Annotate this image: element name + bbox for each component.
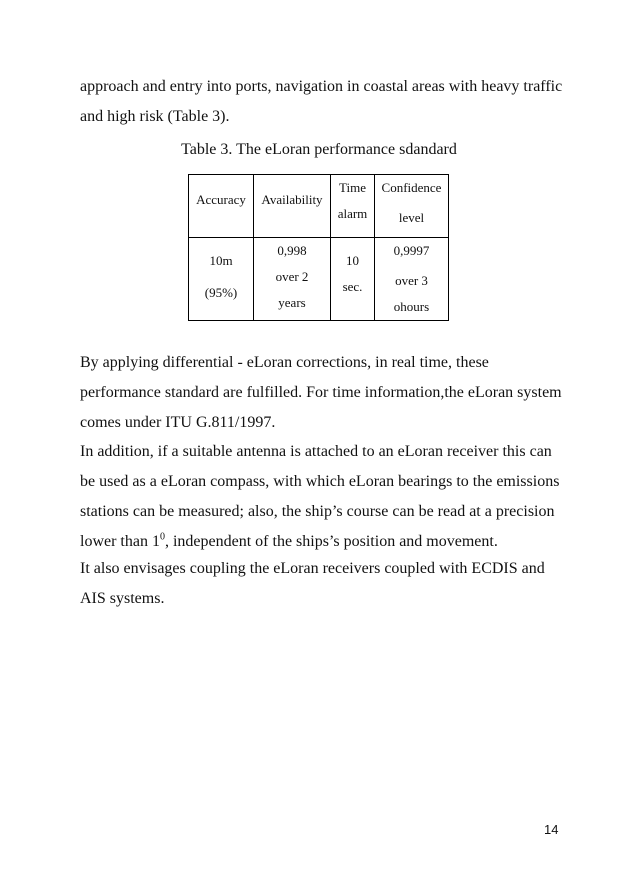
header-accuracy: Accuracy xyxy=(189,175,254,238)
text-line: performance standard are fulfilled. For time information,the eLoran system xyxy=(80,384,562,401)
text-line: be used as a eLoran compass, with which eLoran bearings to the emissions xyxy=(80,473,560,490)
superscript-degree: 0 xyxy=(159,531,165,543)
cell-time-alarm: 10 sec. xyxy=(331,238,375,321)
text-line: AIS systems. xyxy=(80,590,165,607)
paragraph-differential xyxy=(80,348,570,438)
page-number: 14 xyxy=(544,822,559,837)
table-caption: Table 3. The eLoran performance sdandard xyxy=(181,141,457,158)
text-line: lower than $1^0$, independent of the ships’s position and movement. xyxy=(80,531,498,550)
text-line: In addition, if a suitable antenna is attached to an eLoran receiver this can xyxy=(80,443,552,460)
cell-availability: 0,998 over 2 years xyxy=(254,238,331,321)
text-line: By applying differential - eLoran corrections, in real time, these xyxy=(80,354,489,371)
text-line: It also envisages coupling the eLoran receivers coupled with ECDIS and xyxy=(80,560,545,577)
cell-accuracy: 10m (95%) xyxy=(189,238,254,321)
header-confidence-level: Confidence level xyxy=(375,175,449,238)
table-header-row xyxy=(189,175,449,238)
cell-confidence-level: 0,9997 over 3 ohours xyxy=(375,238,449,321)
header-time-alarm: Time alarm xyxy=(331,175,375,238)
text-line: and high risk (Table 3). xyxy=(80,108,230,125)
table-row xyxy=(189,238,449,321)
paragraph-intro xyxy=(80,72,570,132)
text-line: comes under ITU G.811/1997. xyxy=(80,414,276,431)
header-availability: Availability xyxy=(254,175,331,238)
paragraph-ecdis xyxy=(80,554,570,614)
text-line: stations can be measured; also, the ship’s course can be read at a precision xyxy=(80,503,555,520)
text-line: approach and entry into ports, navigation in coastal areas with heavy traffic xyxy=(80,78,563,95)
performance-table xyxy=(188,174,449,321)
paragraph-compass xyxy=(80,437,570,557)
